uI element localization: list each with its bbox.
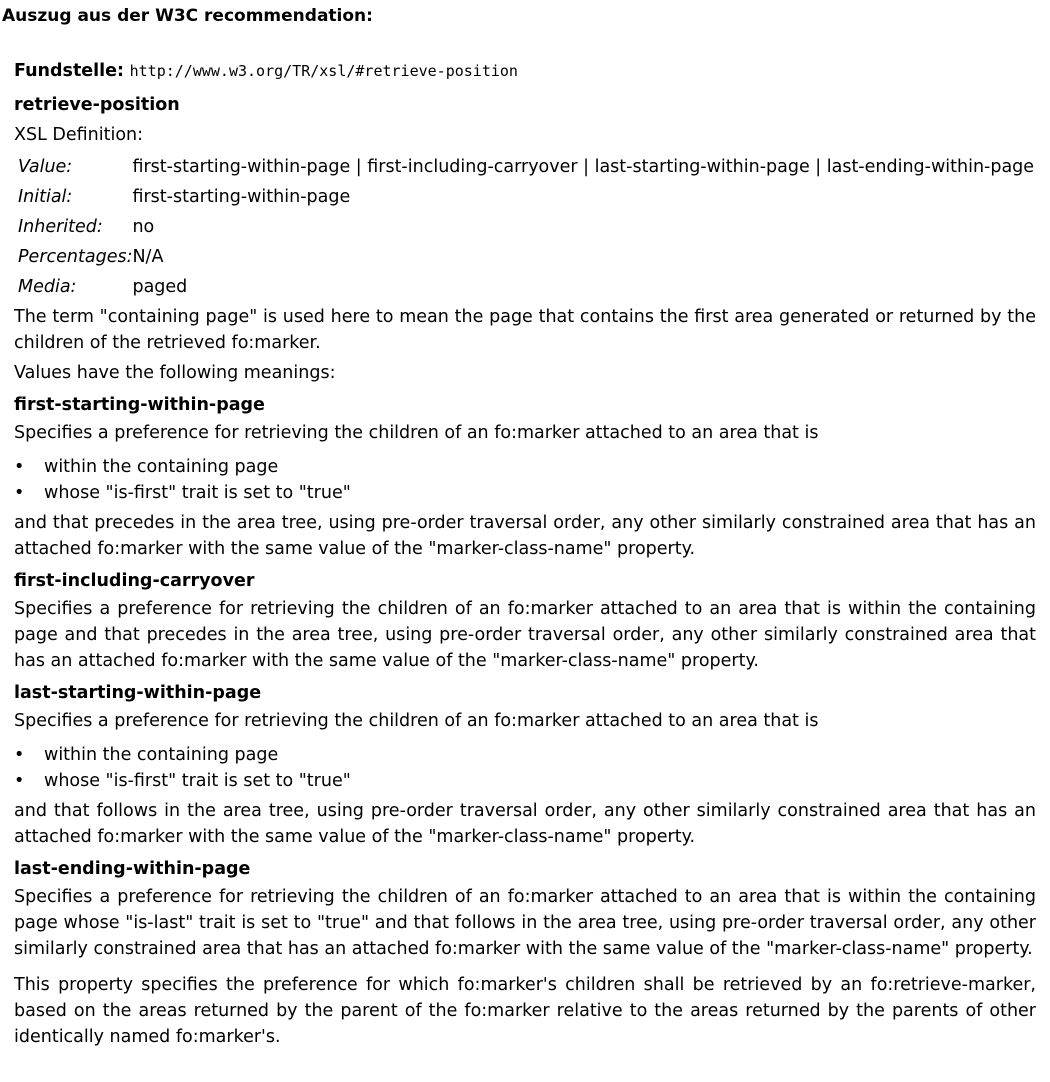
source-line xyxy=(14,58,1036,84)
list-item-text: whose "is-first" trait is set to "true" xyxy=(44,771,351,791)
bullet-icon: • xyxy=(14,745,25,765)
definition-value: no xyxy=(132,217,155,237)
bullet-icon: • xyxy=(14,457,25,477)
definition-key: Value: xyxy=(18,157,73,177)
property-name: retrieve-position xyxy=(14,95,180,115)
definition-key: Initial: xyxy=(18,187,73,207)
definition-row xyxy=(18,274,1034,304)
definition-value: paged xyxy=(132,277,188,297)
values-intro: Values have the following meanings: xyxy=(14,363,336,383)
spec-excerpt xyxy=(14,58,1036,1050)
definition-key: Inherited: xyxy=(18,217,103,237)
list-item-text: within the containing page xyxy=(44,745,279,765)
definition-row xyxy=(18,154,1034,184)
list-item xyxy=(14,742,1036,768)
value-continuation: and that follows in the area tree, using pre-order traversal order, any other similarly constrained area that has an attached fo:marker with the same value of the "marker-class-name" property. xyxy=(14,801,1036,847)
list-item xyxy=(14,454,1036,480)
value-description: Specifies a preference for retrieving the children of an fo:marker attached to an area that is within the containing page and that precedes in the area tree, using pre-order traversal order, any other similarly constrained area that has an attached fo:marker with the same value of the "marker-class-name" property. xyxy=(14,599,1036,671)
definition-table xyxy=(18,154,1034,304)
value-description: Specifies a preference for retrieving the children of an fo:marker attached to an area that is within the containing page whose "is-last" trait is set to "true" and that follows in the area tree, using pre-order traversal order, any other similarly constrained area that has an attached fo:marker with the same value of the "marker-class-name" property. xyxy=(14,887,1036,959)
bullet-list xyxy=(14,454,1036,506)
definition-row xyxy=(18,184,1034,214)
value-term: first-including-carryover xyxy=(14,571,255,591)
source-url: http://www.w3.org/TR/xsl/#retrieve-position xyxy=(129,62,518,80)
value-description: Specifies a preference for retrieving the children of an fo:marker attached to an area that is xyxy=(14,711,819,731)
list-item xyxy=(14,768,1036,794)
value-term: first-starting-within-page xyxy=(14,395,265,415)
page-heading: Auszug aus der W3C recommendation: xyxy=(2,6,373,26)
list-item-text: within the containing page xyxy=(44,457,279,477)
definition-value: first-starting-within-page | first-including-carryover | last-starting-within-page | last-ending-within-page xyxy=(132,157,1035,177)
bullet-list xyxy=(14,742,1036,794)
list-item-text: whose "is-first" trait is set to "true" xyxy=(44,483,351,503)
bullet-icon: • xyxy=(14,483,25,503)
definition-value: first-starting-within-page xyxy=(132,187,351,207)
definition-key: Media: xyxy=(18,277,77,297)
value-term: last-starting-within-page xyxy=(14,683,262,703)
closing-paragraph: This property specifies the preference for which fo:marker's children shall be retrieved by an fo:retrieve-marker, based on the areas returned by the parent of the fo:marker relative to the areas returned by the parents of other identically named fo:marker's. xyxy=(14,975,1036,1047)
xsl-definition-label: XSL Definition: xyxy=(14,125,144,145)
value-description: Specifies a preference for retrieving the children of an fo:marker attached to an area that is xyxy=(14,423,819,443)
value-continuation: and that precedes in the area tree, using pre-order traversal order, any other similarly constrained area that has an attached fo:marker with the same value of the "marker-class-name" property. xyxy=(14,513,1036,559)
definition-row xyxy=(18,244,1034,274)
definition-value: N/A xyxy=(132,247,164,267)
source-label: Fundstelle: xyxy=(14,61,125,81)
definition-key: Percentages: xyxy=(18,247,133,267)
intro-paragraph: The term "containing page" is used here to mean the page that contains the first area generated or returned by the children of the retrieved fo:marker. xyxy=(14,307,1036,353)
bullet-icon: • xyxy=(14,771,25,791)
definition-row xyxy=(18,214,1034,244)
value-term: last-ending-within-page xyxy=(14,859,251,879)
list-item xyxy=(14,480,1036,506)
